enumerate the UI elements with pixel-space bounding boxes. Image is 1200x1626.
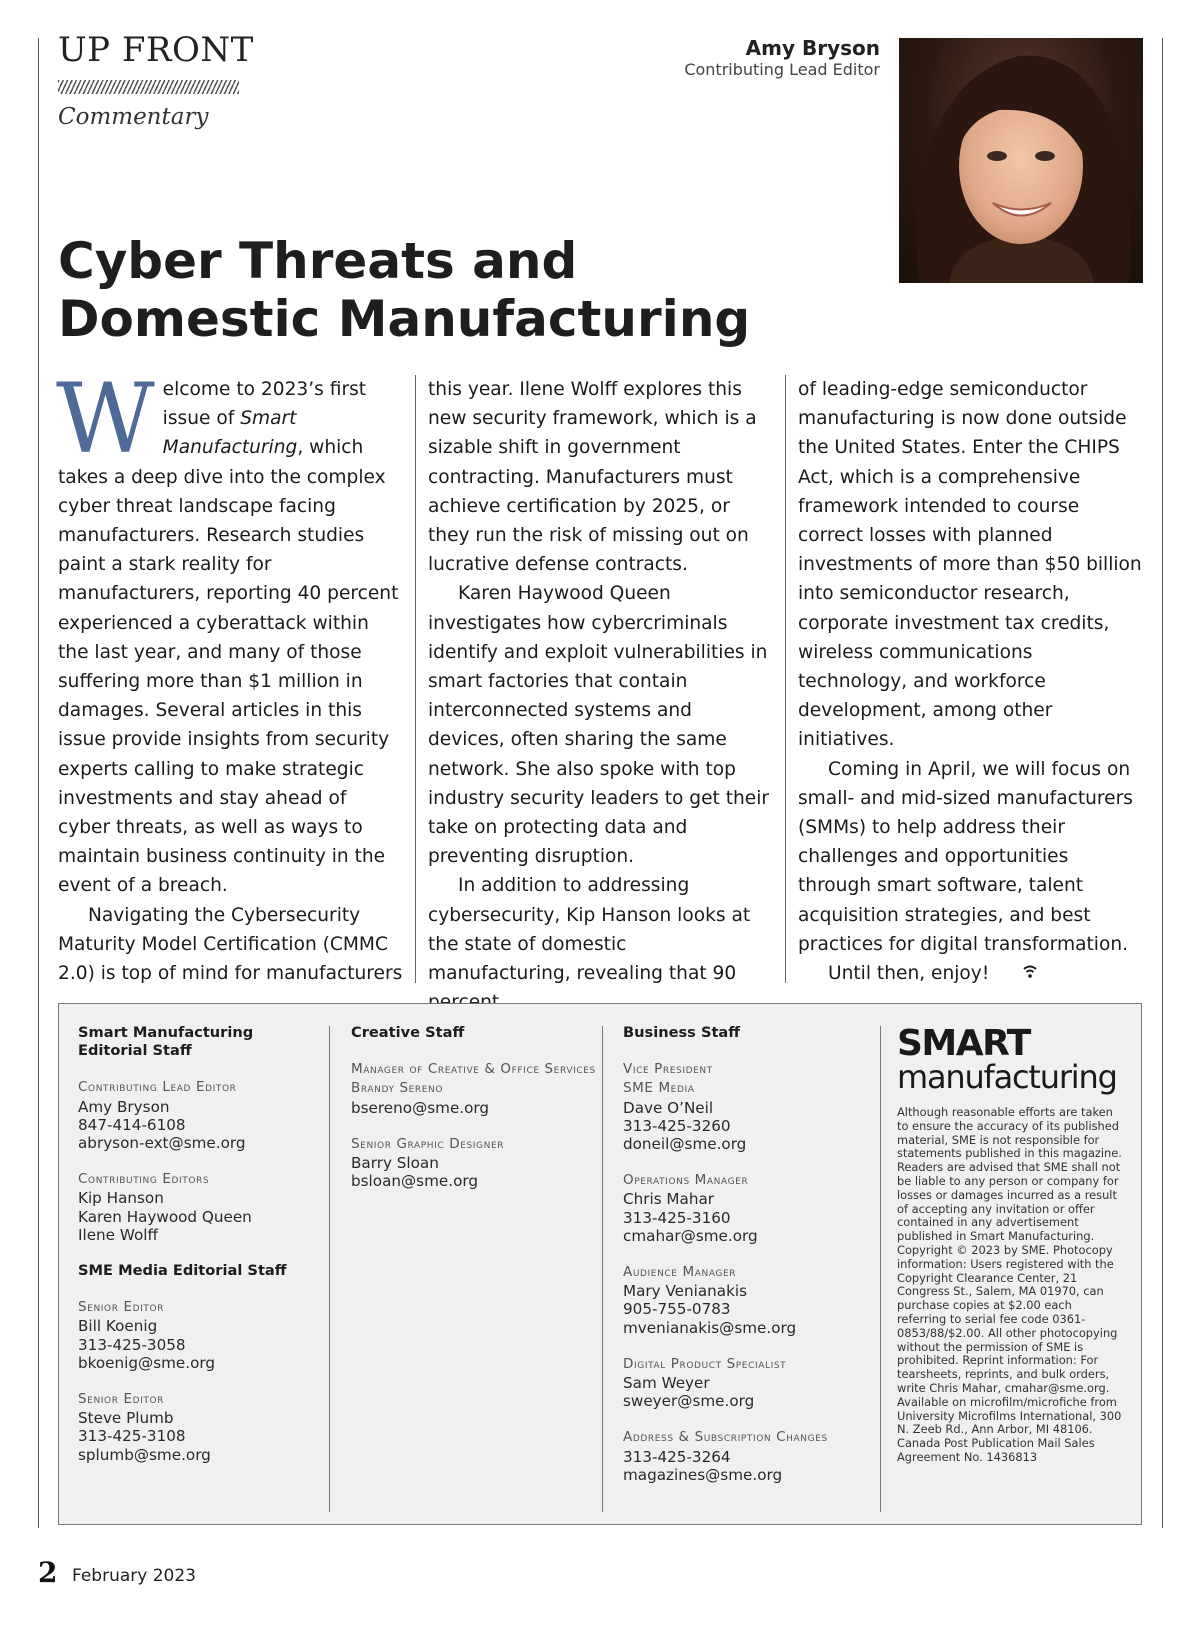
staff-email: bkoenig@sme.org <box>78 1353 215 1372</box>
staff-title: SME Media <box>623 1080 695 1097</box>
staff-email: magazines@sme.org <box>623 1465 783 1484</box>
paragraph-1 <box>56 363 403 901</box>
staff-group <box>351 1135 611 1191</box>
staff-title: Senior Editor <box>78 1299 165 1316</box>
staff-group <box>78 1298 318 1372</box>
paragraph-4-end: of leading-edge semiconductor manufacturing is now done outside the United States. Enter the CHIPS Act, which is a comprehensive framework intended to course correct losses with planned investments of more than $50 billion into semiconductor research, corporate investment tax credits, wireless communications technology, and workforce development, among other initiatives. <box>798 379 1142 751</box>
staff-name-smallcaps: Brandy Sereno <box>351 1080 444 1097</box>
p1-text-pre: elcome to 2023’s first issue of <box>162 379 367 430</box>
staff-email: sweyer@sme.org <box>623 1392 755 1411</box>
staff-group <box>78 1078 318 1152</box>
staff-email: bsloan@sme.org <box>351 1172 478 1191</box>
paragraph-5: Coming in April, we will focus on small- and mid-sized manufacturers (SMMs) to help address their challenges and opportunities through smart software, talent acquisition strategies, and best practices for digital transformation. <box>798 758 1133 955</box>
column-divider <box>785 375 786 983</box>
staff-group <box>623 1060 883 1153</box>
masthead-heading: SME Media Editorial Staff <box>78 1262 287 1280</box>
paragraph-2-end: this year. Ilene Wolff explores this new security framework, which is a sizable shift in government contracting. Manufacturers must achieve certification by 2025, or they run the risk of missing out on lucrative defense contracts. <box>428 379 757 576</box>
staff-group <box>623 1263 883 1337</box>
staff-title: Digital Product Specialist <box>623 1355 787 1372</box>
staff-title: Contributing Editors <box>78 1171 210 1188</box>
logo-smart-wordmark: SMART <box>897 1023 1030 1064</box>
headline-line-2: Domestic Manufacturing <box>58 290 751 348</box>
article-column-3 <box>798 375 1143 988</box>
staff-phone: 313-425-3058 <box>78 1335 186 1354</box>
staff-phone: 313-425-3260 <box>623 1116 731 1135</box>
staff-group <box>623 1355 883 1411</box>
masthead-column-creative <box>351 1024 611 1208</box>
staff-title: Address & Subscription Changes <box>623 1429 828 1446</box>
masthead-heading: Creative Staff <box>351 1024 465 1041</box>
section-subtitle: Commentary <box>58 104 209 130</box>
staff-email: cmahar@sme.org <box>623 1226 758 1245</box>
headline-line-1: Cyber Threats and <box>58 232 578 290</box>
author-role: Contributing Lead Editor <box>684 60 880 79</box>
masthead-column-editorial <box>78 1024 318 1482</box>
staff-name: Chris Mahar <box>623 1190 715 1209</box>
staff-phone: 905-755-0783 <box>623 1300 731 1319</box>
masthead-divider <box>329 1026 330 1512</box>
staff-name: Sam Weyer <box>623 1374 710 1393</box>
staff-email: abryson-ext@sme.org <box>78 1134 246 1153</box>
article-column-1 <box>56 363 403 988</box>
staff-email: splumb@sme.org <box>78 1445 211 1464</box>
staff-group <box>623 1171 883 1245</box>
closing-line: Until then, enjoy! <box>828 963 990 985</box>
staff-title: Manager of Creative & Office Services <box>351 1061 596 1078</box>
issue-date: February 2023 <box>72 1566 196 1586</box>
staff-phone: 313-425-3108 <box>78 1427 186 1446</box>
article-column-2 <box>428 375 773 1017</box>
masthead-divider <box>880 1026 881 1512</box>
staff-name: Bill Koenig <box>78 1317 158 1336</box>
staff-name: Ilene Wolff <box>78 1225 158 1244</box>
staff-title: Senior Graphic Designer <box>351 1135 505 1152</box>
right-margin-rule <box>1162 38 1163 1528</box>
masthead-column-business <box>623 1024 883 1502</box>
staff-email: doneil@sme.org <box>623 1135 747 1154</box>
staff-name: Amy Bryson <box>78 1097 170 1116</box>
staff-email: bsereno@sme.org <box>351 1098 490 1117</box>
staff-name: Kip Hanson <box>78 1189 164 1208</box>
column-divider <box>415 375 416 983</box>
paragraph-4-start: In addition to addressing cybersecurity, Kip Hanson looks at the state of domestic manufacturing, revealing that 90 <box>428 875 751 985</box>
staff-title: Senior Editor <box>78 1391 165 1408</box>
staff-name: Steve Plumb <box>78 1409 174 1428</box>
staff-group <box>78 1390 318 1464</box>
staff-title: Audience Manager <box>623 1264 737 1281</box>
staff-title: Operations Manager <box>623 1172 749 1189</box>
page-number: 2 <box>38 1556 58 1589</box>
p1-text-post: , which takes a deep dive into the complex cyber threat landscape facing manufacturers. Research studies paint a stark reality for manufacturers, reporting 40 percent experienced a cyberattack within the last year, and many of those suffering more than $1 million in damages. Several articles in this issue provide insights from security experts calling to make strategic investments and stay ahead of cyber threats, as well as ways to maintain business continuity in the event of a breach. <box>58 437 399 897</box>
author-name: Amy Bryson <box>745 36 880 60</box>
staff-email: mvenianakis@sme.org <box>623 1318 797 1337</box>
staff-name: Karen Haywood Queen <box>78 1207 252 1226</box>
masthead-box <box>58 1003 1142 1525</box>
section-title: UP FRONT <box>58 30 254 70</box>
drop-cap: W <box>56 363 155 475</box>
author-photo <box>899 38 1143 283</box>
masthead-heading: Business Staff <box>623 1024 741 1041</box>
masthead-heading: Smart Manufacturing Editorial Staff <box>78 1024 254 1060</box>
paragraph-3: Karen Haywood Queen investigates how cybercriminals identify and exploit vulnerabilities in smart factories that contain interconnected systems and devices, often sharing the same network. She also spoke with top industry security leaders to get their take on protecting data and preventing disruption. <box>428 583 770 868</box>
end-mark-icon <box>993 959 1037 988</box>
staff-name: Barry Sloan <box>351 1154 439 1173</box>
smart-manufacturing-logo <box>897 1023 1137 1465</box>
paragraph-2-start: Navigating the Cybersecurity Maturity Model Certification (CMMC 2.0) is top of mind for manufacturers <box>58 904 403 985</box>
staff-group <box>78 1170 318 1244</box>
logo-manufacturing-wordmark: manufacturing <box>897 1058 1117 1096</box>
article-headline <box>58 232 878 348</box>
masthead-divider <box>602 1026 603 1512</box>
left-margin-rule <box>38 38 39 1528</box>
paragraph-6 <box>798 959 1143 988</box>
staff-phone: 847-414-6108 <box>78 1115 186 1134</box>
staff-phone: 313-425-3160 <box>623 1208 731 1227</box>
publication-name: Smart Manufacturing <box>162 408 298 459</box>
decorative-hatch-rule <box>58 80 239 94</box>
staff-title: Contributing Lead Editor <box>78 1079 237 1096</box>
staff-title: Vice President <box>623 1061 713 1078</box>
staff-name: Dave O’Neil <box>623 1098 714 1117</box>
staff-group <box>351 1060 611 1117</box>
staff-name: Mary Venianakis <box>623 1282 748 1301</box>
staff-group <box>623 1428 883 1484</box>
legal-disclaimer: Although reasonable efforts are taken to ensure the accuracy of its published material, SME is not responsible for statements published in this magazine. Readers are advised that SME shall not be liable to any person or company for losses or damages incurred as a result of accepting any invitation or offer contained in any advertisement published in Smart Manufacturing. Copyright © 2023 by SME. Photocopy information: Users registered with the Copyright Clearance Center, 21 Congress St., Salem, MA 01970, can purchase copies at $2.00 each referring to serial fee code 0361-0853/88/$2.00. All other photocopying without the permission of SME is prohibited. Reprint information: For tearsheets, reprints, and bulk orders, write Chris Mahar, cmahar@sme.org. Available on microfilm/microfiche from University Microfilms International, 300 N. Zeeb Rd., Ann Arbor, MI 48106. Canada Post Publication Mail Sales Agreement No. 1436813 <box>897 1105 1122 1464</box>
staff-phone: 313-425-3264 <box>623 1447 731 1466</box>
author-portrait-illustration <box>899 38 1143 283</box>
